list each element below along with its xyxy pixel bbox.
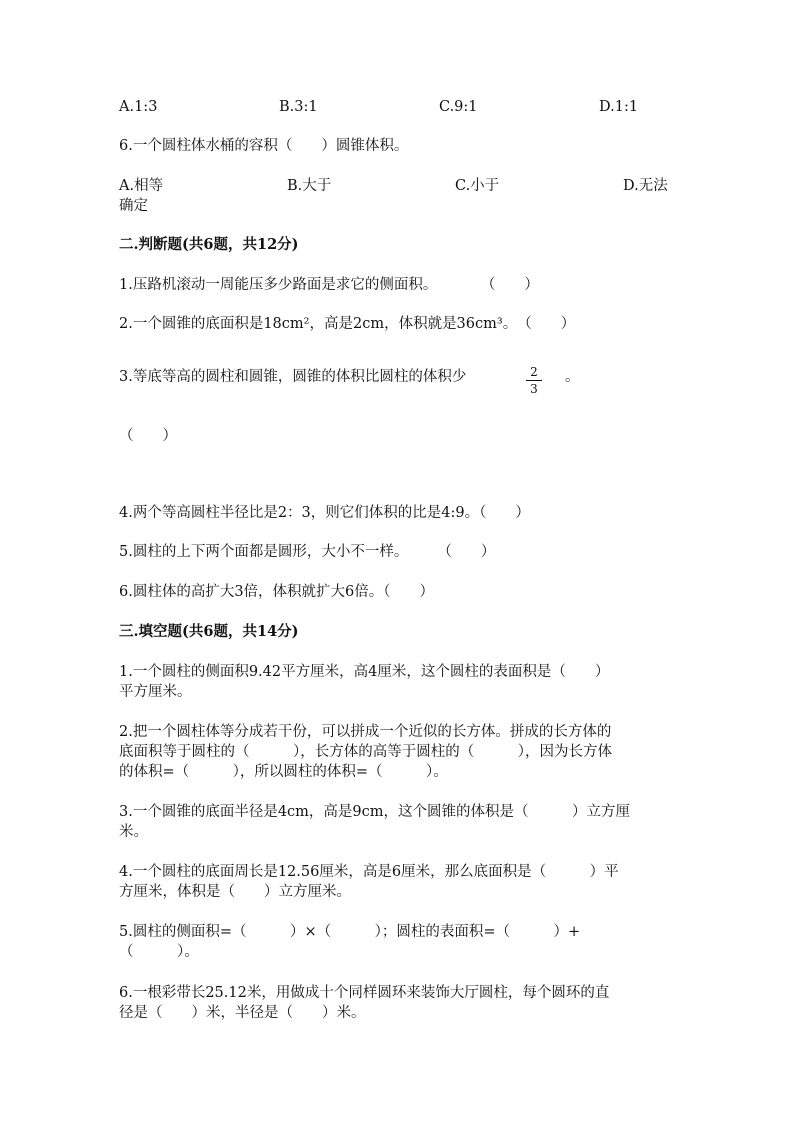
fill-item-2-line-3: 的体积=（ ），所以圆柱的体积=（ ）。 [119, 764, 448, 780]
fraction-numerator: 2 [530, 365, 538, 379]
judge-item-4: 4.两个等高圆柱半径比是2：3，则它们体积的比是4:9。（ ） [119, 505, 530, 521]
fill-item-1-line-1: 1.一个圆柱的侧面积9.42平方厘米，高4厘米，这个圆柱的表面积是（ ） [119, 664, 610, 680]
fill-item-3-line-2: 米。 [119, 824, 148, 840]
fill-item-5-line-2: （ ）。 [119, 944, 199, 960]
q6-option-a: A.相等 [119, 178, 164, 194]
judge-item-3: 3.等底等高的圆柱和圆锥，圆锥的体积比圆柱的体积少 [119, 369, 467, 385]
fill-item-1-line-2: 平方厘米。 [119, 684, 192, 700]
fill-item-2-line-2: 底面积等于圆柱的（ ），长方体的高等于圆柱的（ ），因为长方体 [119, 744, 612, 760]
q5-option-d: D.1:1 [599, 99, 639, 115]
fill-item-5-line-1: 5.圆柱的侧面积=（ ）×（ ）；圆柱的表面积=（ ）+ [119, 924, 581, 940]
judge-item-5: 5.圆柱的上下两个面都是圆形，大小不一样。 （ ） [119, 544, 496, 560]
fraction-bar [526, 380, 542, 381]
q5-option-b: B.3:1 [279, 99, 318, 115]
judge-item-2: 2.一个圆锥的底面积是18cm²，高是2cm，体积就是36cm³。 （ ） [119, 316, 576, 332]
section-3-title: 三.填空题(共6题，共14分) [119, 623, 299, 640]
fill-item-6-line-2: 径是（ ）米，半径是（ ）米。 [119, 1005, 366, 1021]
fill-item-6-line-1: 6.一根彩带长25.12米，用做成十个同样圆环来装饰大厅圆柱，每个圆环的直 [119, 985, 610, 1001]
fill-item-4-line-2: 方厘米，体积是（ ）立方厘米。 [119, 884, 351, 900]
judge-item-3-tail: 。 [565, 369, 580, 385]
fraction-denominator: 3 [530, 382, 538, 396]
judge-item-6: 6.圆柱体的高扩大3倍，体积就扩大6倍。（ ） [119, 584, 435, 600]
section-2-title: 二.判断题(共6题，共12分) [119, 236, 299, 253]
fraction-two-thirds [526, 365, 542, 396]
q5-option-c: C.9:1 [439, 99, 478, 115]
judge-item-1: 1.压路机滚动一周能压多少路面是求它的侧面积。 （ ） [119, 277, 539, 293]
q6-option-d: D.无法 [623, 178, 668, 194]
fill-item-2-line-1: 2.把一个圆柱体等分成若干份，可以拼成一个近似的长方体。拼成的长方体的 [119, 724, 612, 740]
q6-option-d-wrap: 确定 [119, 198, 148, 214]
q6-option-b: B.大于 [287, 178, 332, 194]
judge-item-3-answer: （ ） [119, 428, 177, 444]
q6-stem: 6.一个圆柱体水桶的容积（ ）圆锥体积。 [119, 138, 409, 154]
q5-option-a: A.1:3 [119, 99, 158, 115]
fill-item-3-line-1: 3.一个圆锥的底面半径是4cm，高是9cm，这个圆锥的体积是（ ）立方厘 [119, 804, 631, 820]
q6-option-c: C.小于 [455, 178, 500, 194]
fill-item-4-line-1: 4.一个圆柱的底面周长是12.56厘米，高是6厘米，那么底面积是（ ）平 [119, 864, 619, 880]
